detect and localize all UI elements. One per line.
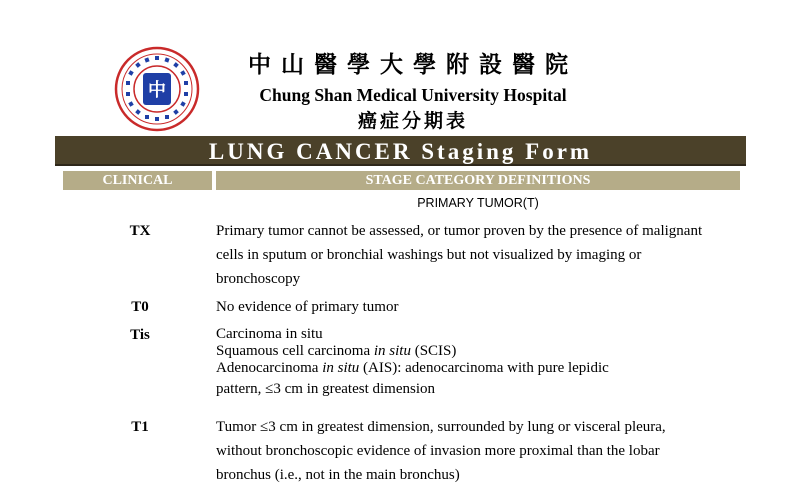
definition-line: without bronchoscopic evidence of invasion more proximal than the lobar (216, 443, 660, 459)
definition-line: Carcinoma in situ (216, 326, 323, 342)
definition-tis (216, 326, 756, 401)
form-title: LUNG CANCER Staging Form (208, 139, 593, 164)
category-code-tx: TX (129, 223, 151, 239)
definition-line: cells in sputum or bronchial washings but not visualized by imaging or (216, 247, 642, 263)
hospital-english-name: Chung Shan Medical University Hospital (259, 85, 567, 105)
definition-line: No evidence of primary tumor (216, 299, 399, 315)
definition-line: bronchoscopy (216, 271, 301, 287)
definition-line: Squamous cell carcinoma in situ (SCIS) (216, 343, 457, 359)
category-code-tis: Tis (130, 327, 150, 343)
definition-line: Primary tumor cannot be assessed, or tumor proven by the presence of malignant (216, 223, 703, 239)
hospital-seal-logo (114, 46, 200, 132)
hospital-chinese-name: 中山醫學大學附設醫院 (248, 52, 578, 78)
clinical-column-header (63, 171, 212, 190)
definitions-label: STAGE CATEGORY DEFINITIONS (365, 173, 591, 188)
form-chinese-title: 癌症分期表 (357, 110, 468, 132)
definitions-column-header (216, 171, 740, 190)
definition-line: Tumor ≤3 cm in greatest dimension, surrounded by lung or visceral pleura, (216, 419, 666, 435)
logo-center-character: 中 (148, 80, 166, 101)
definition-t1 (216, 415, 756, 487)
clinical-label: CLINICAL (102, 173, 173, 188)
definition-line: Adenocarcinoma in situ (AIS): adenocarcinoma with pure lepidic (216, 360, 609, 376)
category-code-t0: T0 (131, 299, 149, 315)
definition-t0 (216, 295, 756, 319)
definition-line: bronchus (i.e., not in the main bronchus) (216, 467, 460, 483)
section-title: PRIMARY TUMOR(T) (417, 196, 539, 210)
category-code-t1: T1 (131, 419, 149, 435)
definition-line: pattern, ≤3 cm in greatest dimension (216, 381, 436, 397)
definition-tx (216, 219, 756, 291)
title-banner (55, 136, 746, 166)
